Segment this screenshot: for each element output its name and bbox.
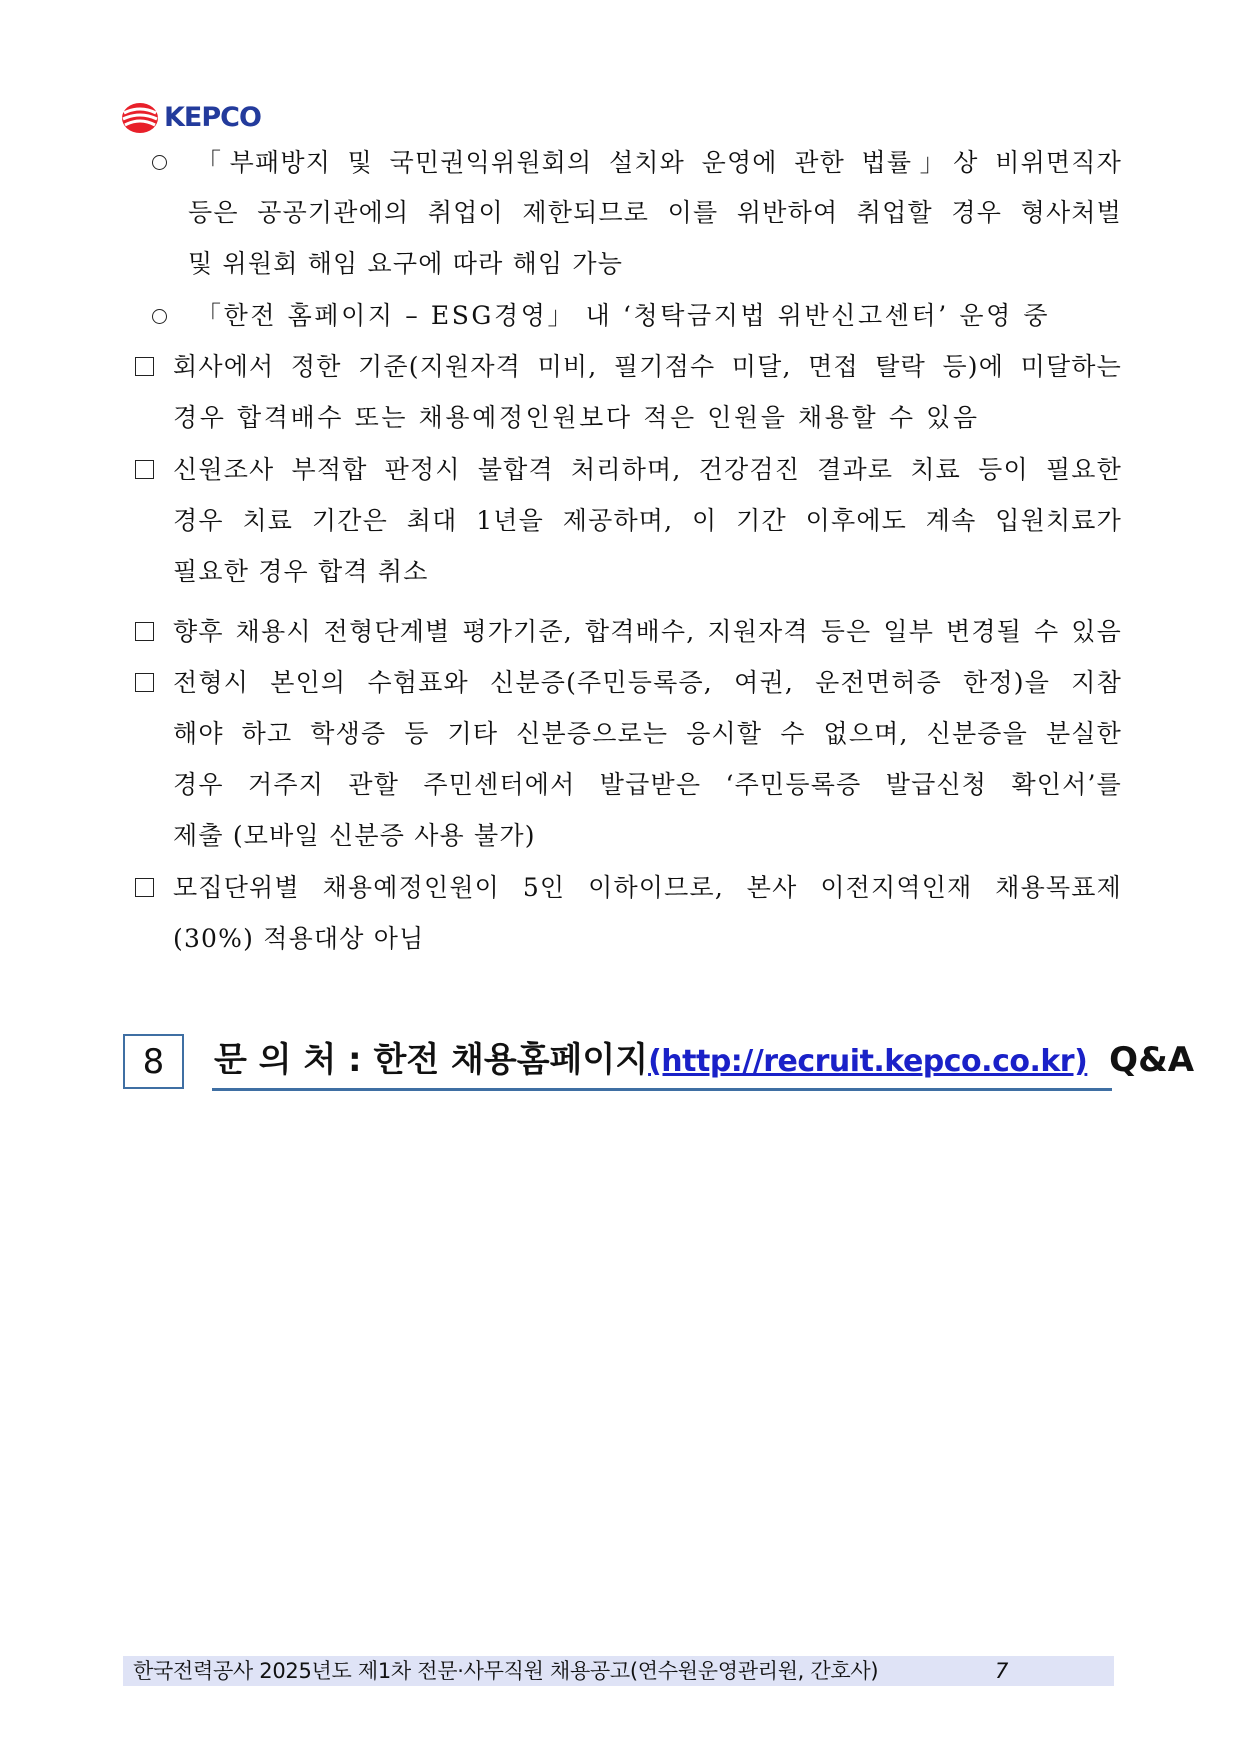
text-line: 제출 (모바일 신분증 사용 불가) [173,821,536,850]
text-line: 모집단위별 채용예정인원이 5인 이하이므로, 본사 이전지역인재 채용목표제 [173,873,1122,902]
text-line: 회사에서 정한 기준(지원자격 미비, 필기점수 미달, 면접 탈락 등)에 미달하는 [173,352,1122,381]
text-line: 「한전 홈페이지 – ESG경영」 내 ‘청탁금지법 위반신고센터’ 운영 중 [196,301,1051,330]
section-title [214,1033,1194,1087]
text-line: 경우 치료 기간은 최대 1년을 제공하며, 이 기간 이후에도 계속 입원치료가 [173,506,1122,535]
text-line: 경우 합격배수 또는 채용예정인원보다 적은 인원을 채용할 수 있음 [173,403,980,432]
text-line: 필요한 경우 합격 취소 [173,557,429,586]
page-number: 7 [995,1659,1009,1683]
square-bullet [135,878,154,897]
text-line: 신원조사 부적합 판정시 불합격 처리하며, 건강검진 결과로 치료 등이 필요한 [173,455,1122,484]
kepco-logo [120,101,261,135]
recruit-link[interactable]: (http://recruit.kepco.co.kr) [648,1044,1088,1079]
text-line: 「부패방지 및 국민권익위원회의 설치와 운영에 관한 법률」상 비위면직자 [196,148,1122,177]
square-bullet [135,357,154,376]
text-line: (30%) 적용대상 아님 [173,924,425,953]
text-line: 향후 채용시 전형단계별 평가기준, 합격배수, 지원자격 등은 일부 변경될 수 있음 [173,617,1122,646]
text-line: 및 위원회 해임 요구에 따라 해임 가능 [188,249,624,278]
square-bullet [135,622,154,641]
text-line: 경우 거주지 관할 주민센터에서 발급받은 ‘주민등록증 발급신청 확인서’를 [173,770,1122,799]
footer-text: 한국전력공사 2025년도 제1차 전문·사무직원 채용공고(연수원운영관리원, 간호사) [133,1659,879,1683]
footer-bar [123,1656,1114,1686]
section-title-prefix: 문 의 처 : 한전 채용홈페이지 [214,1040,649,1080]
text-line: 등은 공공기관에의 취업이 제한되므로 이를 위반하여 취업할 경우 형사처벌 [188,198,1122,227]
text-line: 해야 하고 학생증 등 기타 신분증으로는 응시할 수 없으며, 신분증을 분실한 [173,719,1122,748]
square-bullet [135,460,154,479]
circle-bullet [152,155,167,170]
logo-text: KEPCO [164,102,261,133]
circle-bullet [152,309,167,324]
section-title-suffix: Q&A [1109,1040,1195,1080]
square-bullet [135,673,154,692]
section-underline [212,1088,1112,1091]
section-number: 8 [123,1034,184,1089]
kepco-emblem-icon [120,101,160,135]
text-line: 전형시 본인의 수험표와 신분증(주민등록증, 여권, 운전면허증 한정)을 지참 [173,668,1122,697]
